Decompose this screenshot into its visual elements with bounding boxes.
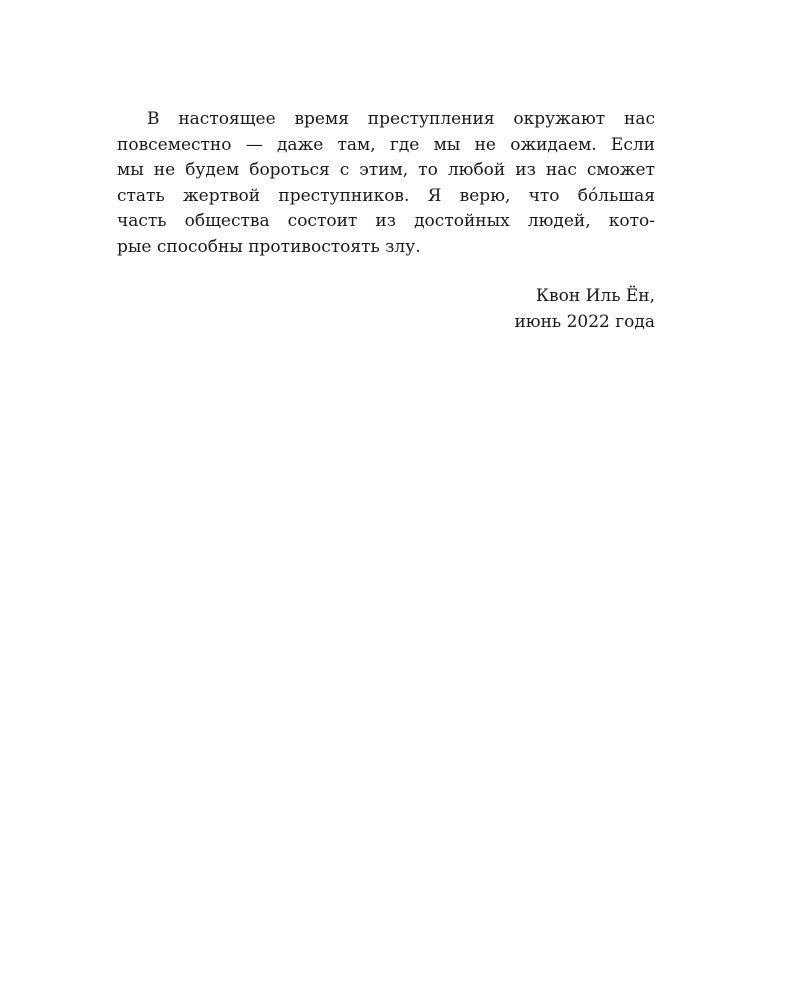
body-paragraph [117, 107, 655, 261]
signature-block [514, 283, 655, 335]
paragraph-line: рые способны противостоять злу. [117, 236, 421, 257]
signature-author: Квон Иль Ён, [535, 286, 655, 306]
paragraph-line: мы не будем бороться с этим, то любой из нас сможет [117, 160, 655, 181]
paragraph-line: В настоящее время преступления окружают нас [147, 109, 655, 129]
paragraph-line: повсеместно — даже там, где мы не ожидаем. Если [117, 134, 655, 155]
signature-date: июнь 2022 года [514, 312, 655, 332]
paragraph-line: стать жертвой преступников. Я верю, что бóльшая [117, 185, 655, 206]
paragraph-line: часть общества состоит из достойных людей, кото- [117, 211, 655, 232]
